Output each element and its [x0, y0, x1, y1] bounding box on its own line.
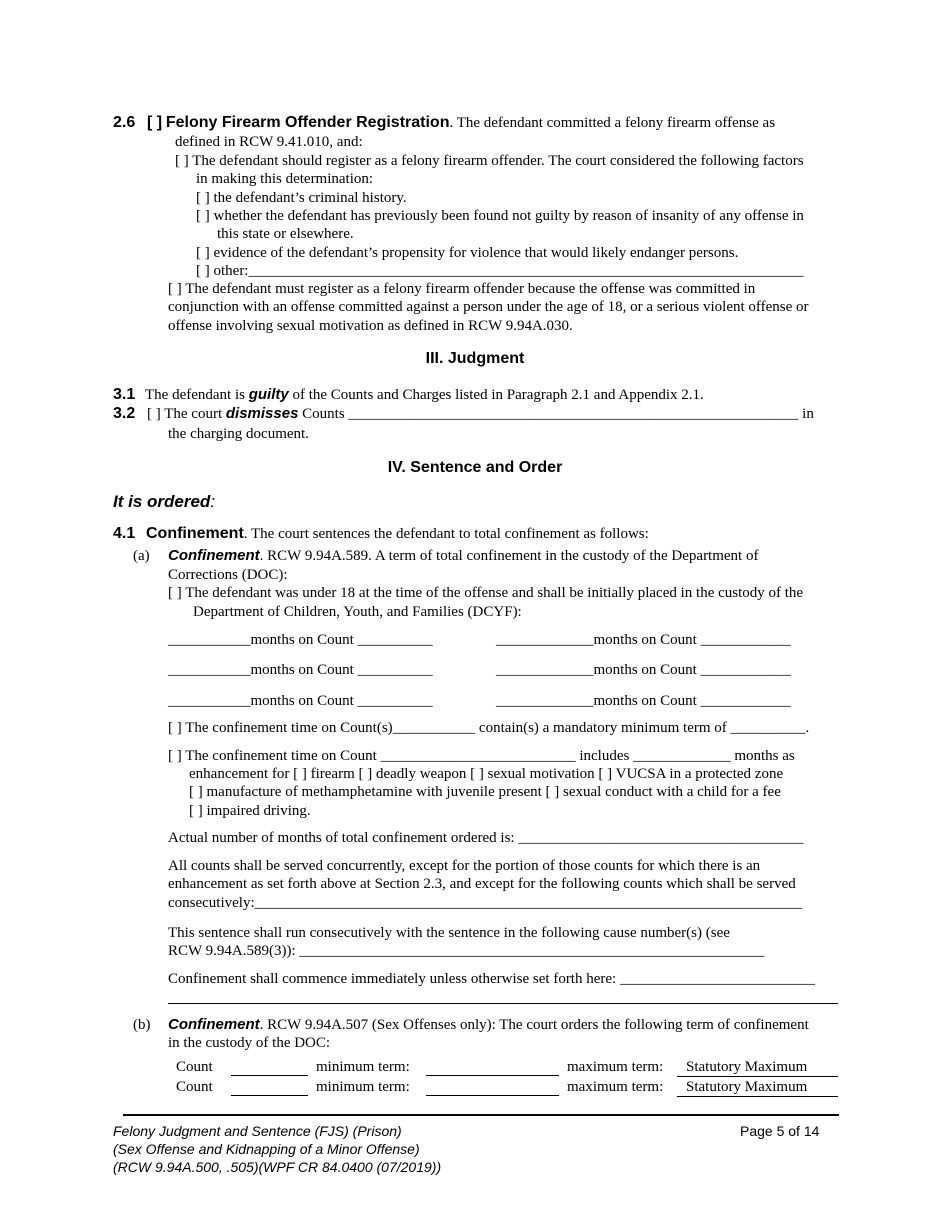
- dismisses-text: dismisses: [225, 405, 299, 422]
- count-label: Count: [176, 1059, 213, 1075]
- count-label: Count: [176, 1079, 213, 1095]
- section-number: 4.1: [113, 525, 136, 542]
- must-register-option[interactable]: [ ] The defendant must register as a felony firearm offender because the offense was committed in: [168, 281, 756, 297]
- judgment-heading: III. Judgment: [425, 350, 525, 367]
- page-number: Page 5 of 14: [740, 1123, 820, 1139]
- factor-other[interactable]: [ ] other:__________________________________________________________________________: [196, 263, 804, 279]
- months-field[interactable]: _____________months on Count ____________: [496, 693, 791, 709]
- factor-violence[interactable]: [ ] evidence of the defendant’s propensity for violence that would likely endanger persons.: [196, 245, 739, 261]
- concurrent-text: All counts shall be served concurrently, except for the portion of those counts for which there is an: [168, 858, 761, 874]
- max-term-value[interactable]: Statutory Maximum: [677, 1058, 838, 1077]
- it-is-ordered: It is ordered:: [113, 492, 216, 511]
- guilty-text: guilty: [248, 386, 289, 403]
- item-a-label: (a): [133, 548, 150, 564]
- consecutive-cause-text: This sentence shall run consecutively with the sentence in the following cause number(s) (see: [168, 925, 730, 941]
- paragraph-3-1: 3.1 The defendant is guilty of the Counts and Charges listed in Paragraph 2.1 and Appendix 2.1.: [113, 386, 704, 403]
- factor-criminal-history[interactable]: [ ] the defendant’s criminal history.: [196, 190, 407, 206]
- enhancement-option[interactable]: [ ] The confinement time on Count __________________________ includes _____________ months as: [168, 748, 795, 764]
- months-field[interactable]: _____________months on Count ____________: [496, 632, 791, 648]
- must-register-cont: conjunction with an offense committed against a person under the age of 18, or a serious violent offense or: [168, 299, 809, 315]
- paragraph-4-1: 4.1 Confinement. The court sentences the defendant to total confinement as follows:: [113, 525, 649, 542]
- footer-divider: [123, 1114, 839, 1116]
- months-field[interactable]: ___________months on Count __________: [168, 632, 433, 648]
- footer-form-citation: (RCW 9.94A.500, .505)(WPF CR 84.0400 (07/2019)): [113, 1159, 442, 1175]
- cause-number-field[interactable]: RCW 9.94A.589(3)): ______________________________________________________________: [168, 943, 765, 959]
- max-term-label: maximum term:: [567, 1059, 664, 1075]
- blank-line[interactable]: [168, 1003, 838, 1004]
- under-18-option[interactable]: [ ] The defendant was under 18 at the time of the offense and shall be initially placed in the custody of the: [168, 585, 804, 601]
- factor-insanity[interactable]: [ ] whether the defendant has previously been found not guilty by reason of insanity of any offense in: [196, 208, 804, 224]
- section-title: Felony Firearm Offender Registration: [165, 114, 450, 131]
- footer-form-subtitle: (Sex Offense and Kidnapping of a Minor Offense): [113, 1141, 420, 1157]
- count-field[interactable]: [231, 1095, 308, 1096]
- mandatory-minimum-option[interactable]: [ ] The confinement time on Count(s)___________ contain(s) a mandatory minimum term of __________.: [168, 720, 810, 736]
- min-term-field[interactable]: [426, 1075, 559, 1076]
- section-intro-cont: defined in RCW 9.41.010, and:: [175, 134, 363, 150]
- actual-months-field[interactable]: Actual number of months of total confinement ordered is: ______________________________________: [168, 830, 804, 846]
- commence-field[interactable]: Confinement shall commence immediately unless otherwise set forth here: __________________________: [168, 971, 815, 987]
- section-intro: . The defendant committed a felony firearm offense as: [449, 115, 776, 131]
- paragraph-3-2-cont: the charging document.: [168, 426, 309, 442]
- under-18-cont: Department of Children, Youth, and Families (DCYF):: [193, 604, 522, 620]
- dismiss-checkbox[interactable]: [ ] The court: [147, 406, 226, 422]
- item-a-text: Confinement. RCW 9.94A.589. A term of total confinement in the custody of the Department of: [168, 547, 759, 564]
- max-term-value[interactable]: Statutory Maximum: [677, 1078, 838, 1097]
- paragraph-3-2: [113, 405, 814, 423]
- enhancement-types[interactable]: enhancement for [ ] firearm [ ] deadly weapon [ ] sexual motivation [ ] VUCSA in a protected zone: [189, 766, 784, 782]
- factor-insanity-cont: this state or elsewhere.: [217, 226, 354, 242]
- section-title: Confinement: [146, 525, 244, 542]
- item-b-label: (b): [133, 1017, 151, 1033]
- enhancement-types[interactable]: [ ] manufacture of methamphetamine with juvenile present [ ] sexual conduct with a child for a fee: [189, 784, 781, 800]
- should-register-option[interactable]: [ ] The defendant should register as a felony firearm offender. The court considered the following factors: [175, 153, 804, 169]
- item-b-text-cont: in the custody of the DOC:: [168, 1035, 331, 1051]
- min-term-label: minimum term:: [316, 1059, 410, 1075]
- months-field[interactable]: _____________months on Count ____________: [496, 662, 791, 678]
- should-register-cont: in making this determination:: [196, 171, 374, 187]
- dismiss-counts-field[interactable]: Counts ____________________________________________________________ in: [298, 406, 814, 422]
- sentence-heading: IV. Sentence and Order: [387, 459, 563, 476]
- section-number: 3.2: [113, 405, 136, 422]
- checkbox[interactable]: [ ]: [147, 114, 163, 131]
- months-field[interactable]: ___________months on Count __________: [168, 662, 433, 678]
- months-field[interactable]: ___________months on Count __________: [168, 693, 433, 709]
- consecutive-counts-field[interactable]: consecutively:_________________________________________________________________________: [168, 895, 803, 911]
- max-term-label: maximum term:: [567, 1079, 664, 1095]
- section-number: 3.1: [113, 386, 136, 403]
- section-2-6-heading: [113, 114, 775, 132]
- enhancement-types[interactable]: [ ] impaired driving.: [189, 803, 311, 819]
- must-register-cont: offense involving sexual motivation as defined in RCW 9.94A.030.: [168, 318, 573, 334]
- min-term-label: minimum term:: [316, 1079, 410, 1095]
- item-b-text: Confinement. RCW 9.94A.507 (Sex Offenses only): The court orders the following term of confinement: [168, 1016, 809, 1033]
- min-term-field[interactable]: [426, 1095, 559, 1096]
- item-a-text-cont: Corrections (DOC):: [168, 567, 288, 583]
- concurrent-text: enhancement as set forth above at Section 2.3, and except for the following counts which shall be served: [168, 876, 796, 892]
- count-field[interactable]: [231, 1075, 308, 1076]
- footer-form-title: Felony Judgment and Sentence (FJS) (Prison): [113, 1123, 402, 1139]
- section-number: 2.6: [113, 114, 136, 131]
